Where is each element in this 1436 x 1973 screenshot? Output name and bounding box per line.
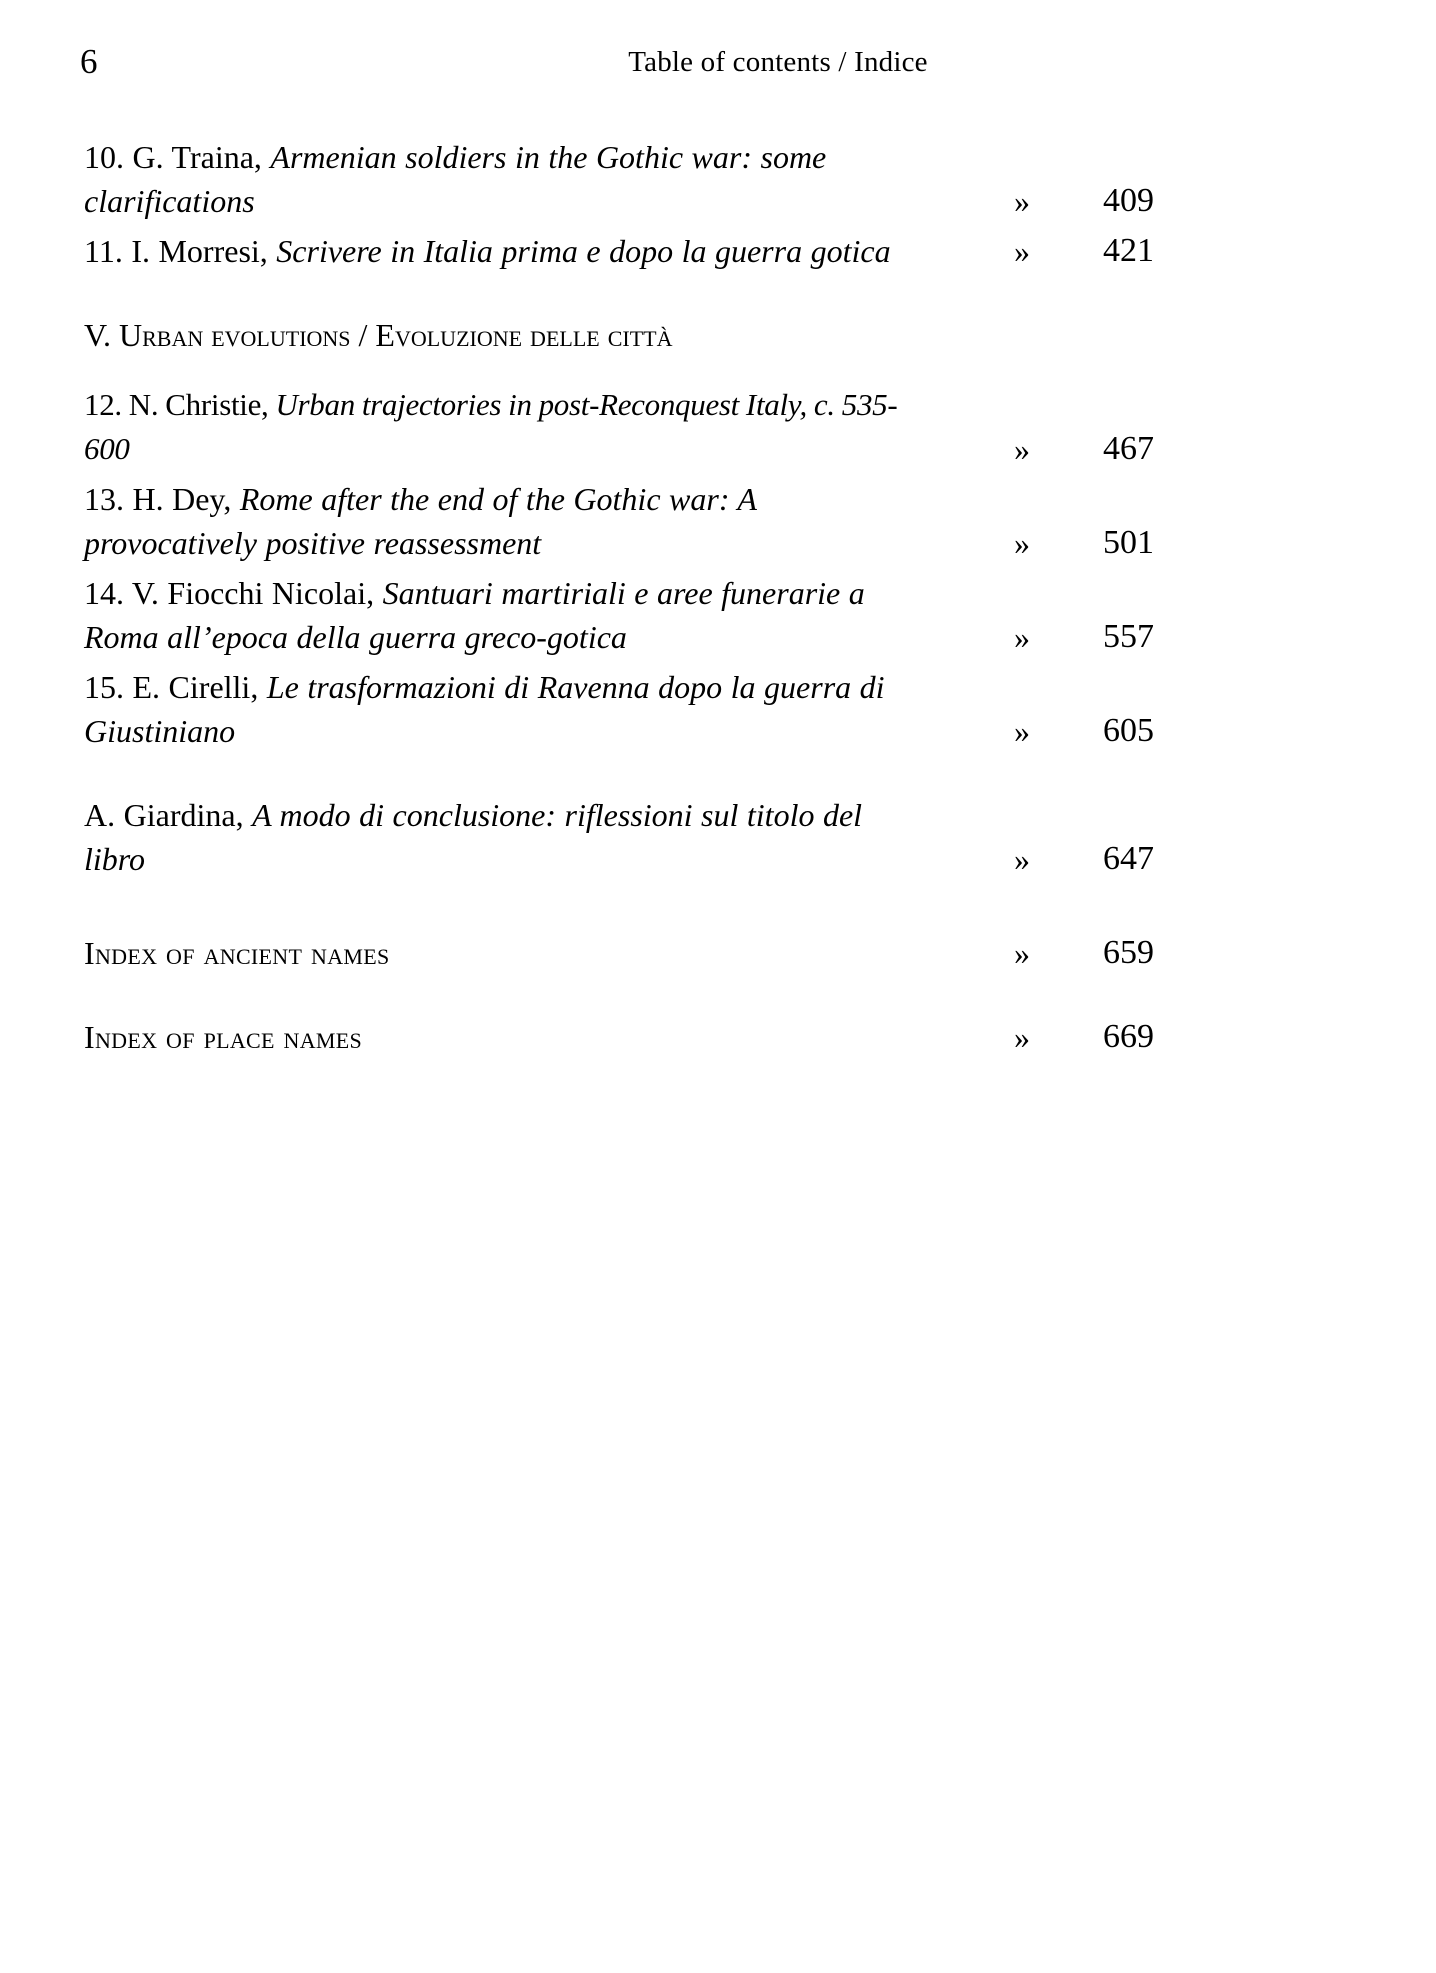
toc-entry-conclusion bbox=[84, 793, 1174, 881]
guillemet-icon: » bbox=[1014, 431, 1030, 467]
toc-section-heading bbox=[84, 313, 1174, 357]
toc-entry-title: Urban trajectories in post-Reconquest Italy, c. 535-600 bbox=[84, 387, 898, 466]
guillemet-icon: » bbox=[1014, 619, 1030, 655]
toc-entry-author: 15. E. Cirelli, bbox=[84, 669, 259, 705]
guillemet-icon: » bbox=[1014, 841, 1030, 877]
toc-entry-page: 647 bbox=[1103, 840, 1154, 877]
toc-entry-title: Scrivere in Italia prima e dopo la guerra gotica bbox=[276, 233, 891, 269]
running-head-title: Table of contents / Indice bbox=[628, 46, 928, 78]
spacer bbox=[84, 279, 1174, 313]
toc-entry-author: 10. G. Traina, bbox=[84, 139, 262, 175]
guillemet-icon: » bbox=[1014, 183, 1030, 219]
toc-index-entry bbox=[84, 931, 1174, 975]
toc-index-entry bbox=[84, 1015, 1174, 1059]
toc-index-page: 669 bbox=[1103, 1018, 1154, 1055]
toc-entry-page: 605 bbox=[1103, 712, 1154, 749]
toc-entry-page: 557 bbox=[1103, 618, 1154, 655]
running-head bbox=[80, 40, 1356, 90]
toc-entry-text bbox=[84, 665, 914, 753]
toc-entry-title: A modo di conclusione: riflessioni sul titolo del libro bbox=[84, 797, 863, 877]
toc-entry-title: Rome after the end of the Gothic war: A provocatively positive reassessment bbox=[84, 481, 757, 561]
toc-entry-text bbox=[84, 135, 914, 223]
toc-entry-text bbox=[84, 477, 914, 565]
toc-entry-title: Santuari martiriali e aree funerarie a Roma all’epoca della guerra greco-gotica bbox=[84, 575, 865, 655]
guillemet-icon: » bbox=[1014, 233, 1030, 269]
table-of-contents bbox=[84, 135, 1174, 1065]
toc-entry-page: 409 bbox=[1103, 182, 1154, 219]
toc-entry-text bbox=[84, 793, 914, 881]
spacer bbox=[84, 887, 1174, 931]
toc-index-page: 659 bbox=[1103, 934, 1154, 971]
toc-entry-text bbox=[84, 571, 914, 659]
toc-entry-page: 467 bbox=[1103, 430, 1154, 467]
toc-entry-author: 14. V. Fiocchi Nicolai, bbox=[84, 575, 375, 611]
toc-entry-author: 12. N. Christie, bbox=[84, 387, 269, 422]
guillemet-icon: » bbox=[1014, 1019, 1030, 1055]
toc-entry bbox=[84, 665, 1174, 753]
guillemet-icon: » bbox=[1014, 713, 1030, 749]
page-number: 6 bbox=[80, 42, 98, 81]
toc-section-heading-label: V. Urban evolutions / Evoluzione delle città bbox=[84, 317, 673, 353]
toc-entry-page: 421 bbox=[1103, 232, 1154, 269]
guillemet-icon: » bbox=[1014, 935, 1030, 971]
toc-entry-page: 501 bbox=[1103, 524, 1154, 561]
toc-entry-author: 13. H. Dey, bbox=[84, 481, 232, 517]
toc-entry-author: 11. I. Morresi, bbox=[84, 233, 268, 269]
toc-entry-author: A. Giardina, bbox=[84, 797, 244, 833]
toc-index-label: Index of place names bbox=[84, 1019, 363, 1055]
spacer bbox=[84, 759, 1174, 793]
toc-entry-text bbox=[84, 229, 914, 273]
toc-entry bbox=[84, 571, 1174, 659]
toc-entry-text bbox=[84, 383, 914, 471]
spacer bbox=[84, 361, 1174, 383]
toc-entry bbox=[84, 383, 1174, 471]
toc-entry-title: Armenian soldiers in the Gothic war: some clarifications bbox=[84, 139, 827, 219]
toc-entry bbox=[84, 135, 1174, 223]
guillemet-icon: » bbox=[1014, 525, 1030, 561]
toc-index-label: Index of ancient names bbox=[84, 935, 390, 971]
toc-entry bbox=[84, 477, 1174, 565]
toc-entry-title: Le trasformazioni di Ravenna dopo la guerra di Giustiniano bbox=[84, 669, 885, 749]
spacer bbox=[84, 981, 1174, 1015]
toc-entry bbox=[84, 229, 1174, 273]
